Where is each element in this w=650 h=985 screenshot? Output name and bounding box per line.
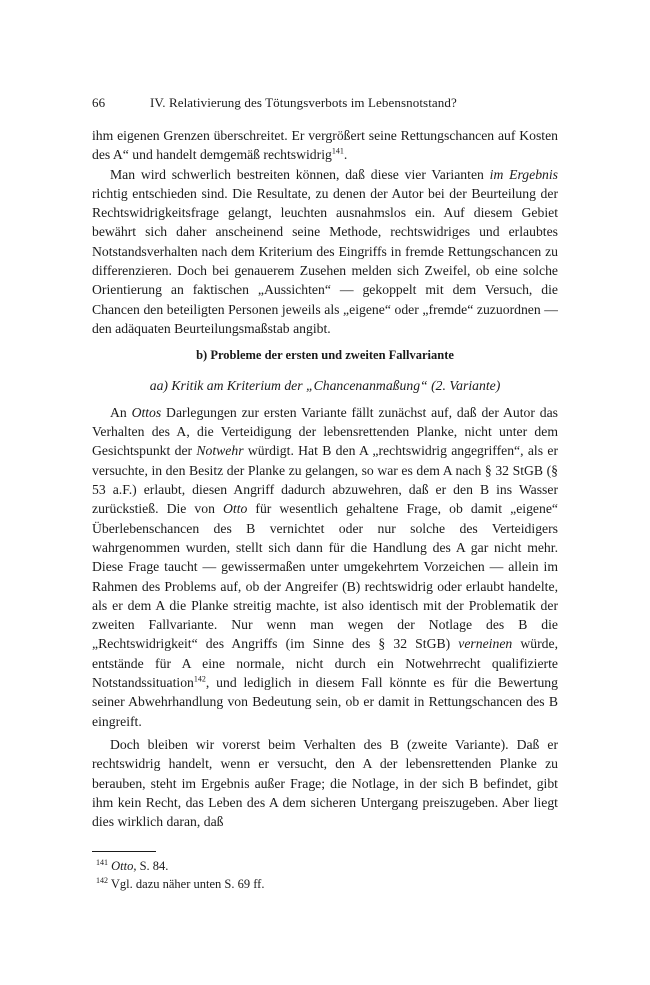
paragraph-text: An bbox=[110, 404, 132, 420]
paragraph bbox=[92, 735, 558, 831]
paragraph-text: Doch bleiben wir vorerst beim Verhalten des B (zweite Variante). Daß er rechtswidrig handelt, wenn er versucht, den A der lebensrettenden Planke zu berauben, steht im Ergebnis außer Frage; die Notlage, in der sich B befindet, gibt ihm kein Recht, das Leben des A dem sicheren Untergang preiszugeben. Aber liegt dies wirklich daran, daß bbox=[92, 736, 558, 830]
footnote-ref: 142 bbox=[193, 674, 206, 684]
emphasis-text: Notwehr bbox=[196, 443, 244, 459]
section-heading: b) Probleme der ersten und zweiten Fallvariante bbox=[196, 348, 454, 363]
paragraph-text: ihm eigenen Grenzen überschreitet. Er vergrößert seine Rettungschancen auf Kosten des A“ und handelt demgemäß rechtswidrig bbox=[92, 128, 558, 163]
emphasis-text: Otto bbox=[223, 501, 248, 517]
footnote-number: 142 bbox=[96, 875, 108, 885]
paragraph bbox=[92, 403, 558, 731]
footnote bbox=[92, 875, 558, 893]
footnote-number: 141 bbox=[96, 857, 108, 867]
footnote-ref: 141 bbox=[331, 146, 344, 156]
footnote-text: Vgl. dazu näher unten S. 69 ff. bbox=[108, 877, 265, 891]
paragraph-text: für wesentlich gehaltene Frage, ob damit „eigene“ Überlebenschancen des B vernichtet oder nur solche des Verteidigers wahrgenommen wurden, stellt sich dann für die Handlung des A gar nicht mehr. Diese Frage taucht — gewissermaßen unter umgekehrtem Vorzeichen — allein im Rahmen des Problems auf, ob der Angreifer (B) rechtswidrig oder erlaubt handelte, als er dem A die Planke streitig machte, ist also identisch mit der Problematik der zweiten Fallvariante. Nur wenn man wegen der Notlage des B die „Rechtswidrigkeit“ des Angriffs (im Sinne des § 32 StGB) bbox=[92, 501, 559, 652]
main-text bbox=[92, 126, 558, 831]
footnote-text: S. 84. bbox=[136, 859, 169, 873]
emphasis-text: Ottos bbox=[131, 404, 162, 420]
paragraph bbox=[92, 165, 558, 339]
paragraph-text: richtig entschieden sind. Die Resultate, zu denen der Autor bei der Beurteilung der Rechtswidrigkeitsfrage gelangt, leuchten ausnahmslos ein. Auf diesem Gebiet bewährt sich daher anscheinend seine Methode, rechtswidriges und erlaubtes Notstandsverhalten nach dem Kriterium des Eingriffs in fremde Rettungschancen zu differenzieren. Doch bei genauerem Zusehen melden sich Zweifel, ob eine solche Orientierung an faktischen „Aussichten“ — gekoppelt mit dem Versuch, die Chancen den beteiligten Personen jeweils als „eigene“ oder „fremde“ zuzuordnen — den adäquaten Beurteilungsmaßstab angibt. bbox=[92, 185, 558, 336]
paragraph-text: würde, entstände für A eine normale, nicht durch ein Notwehrrecht qualifizierte Notstandssituation bbox=[92, 636, 558, 691]
page-number: 66 bbox=[92, 95, 106, 110]
footnote-author: Otto, bbox=[111, 859, 137, 873]
paragraph bbox=[92, 126, 558, 165]
emphasis-text: verneinen bbox=[458, 636, 513, 652]
footnote bbox=[92, 857, 558, 875]
footnotes bbox=[92, 857, 558, 893]
footnote-divider bbox=[92, 851, 156, 852]
paragraph-text: . bbox=[343, 147, 348, 163]
emphasis-text: im Ergebnis bbox=[489, 166, 559, 182]
subsection-heading: aa) Kritik am Kriterium der „Chancenanmaßung“ (2. Variante) bbox=[149, 377, 501, 393]
paragraph-text: würdigt. Hat B den A „rechtswidrig angegriffen“, als er versuchte, in den Besitz der Planke zu gelangen, so war es dem A nach § 32 StGB (§ 53 a.F.) erlaubt, diesen Angriff dadurch abzuwehren, daß er den B ins Wasser zurückstieß. Die von bbox=[92, 443, 558, 517]
paragraph-text: , und lediglich in diesem Fall könnte es für die Bewertung seiner Abwehrhandlung von Bedeutung sein, ob er damit in Rettungschancen des B eingreift. bbox=[92, 675, 558, 729]
paragraph-text: Darlegungen zur ersten Variante fällt zunächst auf, daß der Autor das Verhalten des A, die Verteidigung der lebensrettenden Planke, nicht unter dem Gesichtspunkt der bbox=[92, 404, 558, 459]
paragraph-text: Man wird schwerlich bestreiten können, daß diese vier Varianten bbox=[110, 166, 490, 182]
running-title: IV. Relativierung des Tötungsverbots im Lebensnotstand? bbox=[150, 95, 457, 110]
